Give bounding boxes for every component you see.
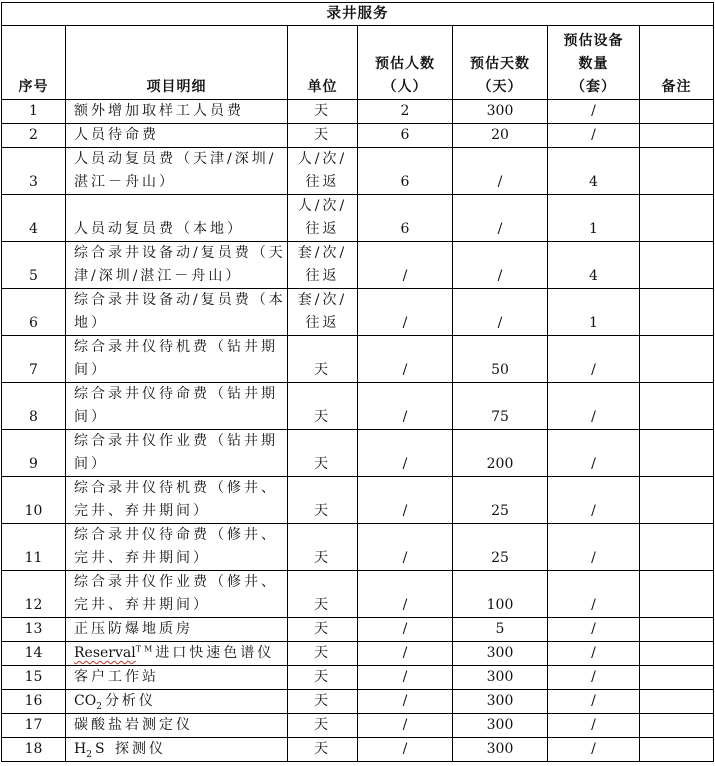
row-remark xyxy=(640,383,714,430)
unit-line: 套/次/ xyxy=(297,292,348,308)
row-persons: 2 xyxy=(358,100,453,124)
row-days: 75 xyxy=(453,383,548,430)
row-item xyxy=(66,383,288,430)
item-line: 综合录井设备动/复员费（本 xyxy=(74,292,286,308)
item-line: 综合录井仪作业费（钻井期 xyxy=(74,433,278,449)
item-line: 人员动复员费（天津/深圳/ xyxy=(74,151,277,167)
item-line: 完井、弃井期间） xyxy=(74,550,210,566)
row-persons: / xyxy=(358,618,453,642)
row-seq: 17 xyxy=(2,714,66,738)
unit-line: 人/次/ xyxy=(297,151,348,167)
item-line: 人员动复员费（本地） xyxy=(74,221,244,237)
row-remark xyxy=(640,195,714,242)
row-unit xyxy=(288,289,358,336)
row-item xyxy=(66,666,288,690)
row-equipment: / xyxy=(548,571,640,618)
header-unit: 单位 xyxy=(288,26,358,100)
row-item xyxy=(66,642,288,666)
row-seq: 12 xyxy=(2,571,66,618)
row-days: / xyxy=(453,289,548,336)
row-equipment: 4 xyxy=(548,242,640,289)
row-item xyxy=(66,524,288,571)
row-item xyxy=(66,618,288,642)
table-body xyxy=(2,100,714,762)
table-row xyxy=(2,336,714,383)
table-row xyxy=(2,195,714,242)
row-seq: 15 xyxy=(2,666,66,690)
table-row xyxy=(2,242,714,289)
row-remark xyxy=(640,336,714,383)
row-days: 50 xyxy=(453,336,548,383)
unit-line: 人/次/ xyxy=(297,198,348,214)
header-days-line2: （天） xyxy=(477,79,523,95)
row-remark xyxy=(640,100,714,124)
row-persons: / xyxy=(358,738,453,762)
header-equipment xyxy=(548,26,640,100)
table-row xyxy=(2,148,714,195)
unit-line: 往返 xyxy=(305,221,340,237)
row-days: 25 xyxy=(453,524,548,571)
header-persons-line2: （人） xyxy=(382,79,428,95)
item-rest: 分析仪 xyxy=(104,693,156,709)
item-superscript: TM xyxy=(135,644,156,654)
row-equipment: / xyxy=(548,642,640,666)
item-line: 综合录井设备动/复员费（天 xyxy=(74,245,286,261)
row-persons: / xyxy=(358,524,453,571)
unit-line: 天 xyxy=(314,550,331,566)
item-subscript: 2 xyxy=(96,701,105,712)
row-equipment: 4 xyxy=(548,148,640,195)
unit-line: 天 xyxy=(314,409,331,425)
row-unit xyxy=(288,666,358,690)
row-equipment: / xyxy=(548,430,640,477)
row-days: 300 xyxy=(453,100,548,124)
row-item xyxy=(66,738,288,762)
item-line: 湛江－舟山） xyxy=(74,174,176,190)
row-equipment: / xyxy=(548,618,640,642)
table-row xyxy=(2,642,714,666)
unit-line: 天 xyxy=(314,717,331,733)
item-word: H xyxy=(74,741,87,757)
row-unit xyxy=(288,148,358,195)
row-unit xyxy=(288,642,358,666)
item-line: 完井、弃井期间） xyxy=(74,503,210,519)
row-seq: 2 xyxy=(2,124,66,148)
unit-line: 天 xyxy=(314,669,331,685)
item-rest: S 探测仪 xyxy=(94,741,166,757)
unit-line: 天 xyxy=(314,103,331,119)
header-seq: 序号 xyxy=(2,26,66,100)
row-unit xyxy=(288,524,358,571)
row-seq: 9 xyxy=(2,430,66,477)
unit-line: 套/次/ xyxy=(297,245,348,261)
row-unit xyxy=(288,714,358,738)
row-item xyxy=(66,571,288,618)
item-line: 间） xyxy=(74,409,108,425)
row-days: / xyxy=(453,148,548,195)
table-title: 录井服务 xyxy=(2,3,714,26)
row-persons: / xyxy=(358,642,453,666)
unit-line: 往返 xyxy=(305,315,340,331)
item-word: Reserval xyxy=(74,645,136,661)
item-line: 地） xyxy=(74,315,108,331)
row-days: 5 xyxy=(453,618,548,642)
row-equipment: / xyxy=(548,336,640,383)
row-persons: / xyxy=(358,690,453,714)
row-days: 300 xyxy=(453,642,548,666)
row-persons: / xyxy=(358,666,453,690)
header-row xyxy=(2,26,714,100)
header-days-line1: 预估天数 xyxy=(470,56,530,72)
item-line: 间） xyxy=(74,362,108,378)
row-days: 100 xyxy=(453,571,548,618)
row-unit xyxy=(288,430,358,477)
unit-line: 天 xyxy=(314,621,331,637)
row-days: 25 xyxy=(453,477,548,524)
row-persons: / xyxy=(358,477,453,524)
row-unit xyxy=(288,242,358,289)
row-seq: 14 xyxy=(2,642,66,666)
unit-line: 天 xyxy=(314,693,331,709)
row-item xyxy=(66,690,288,714)
row-persons: / xyxy=(358,242,453,289)
row-persons: 6 xyxy=(358,124,453,148)
header-item: 项目明细 xyxy=(66,26,288,100)
row-item xyxy=(66,430,288,477)
row-item xyxy=(66,242,288,289)
header-equipment-line1: 预估设备 xyxy=(563,33,624,49)
item-line: 碳酸盐岩测定仪 xyxy=(74,717,193,733)
row-item xyxy=(66,477,288,524)
row-persons: 6 xyxy=(358,148,453,195)
table-row xyxy=(2,690,714,714)
row-equipment: / xyxy=(548,383,640,430)
row-days: 300 xyxy=(453,738,548,762)
item-line: 完井、弃井期间） xyxy=(74,597,210,613)
row-remark xyxy=(640,148,714,195)
header-persons xyxy=(358,26,453,100)
row-seq: 7 xyxy=(2,336,66,383)
table-row xyxy=(2,430,714,477)
row-seq: 16 xyxy=(2,690,66,714)
row-equipment: / xyxy=(548,100,640,124)
row-days: / xyxy=(453,195,548,242)
header-persons-line1: 预估人数 xyxy=(375,56,435,72)
row-days: 200 xyxy=(453,430,548,477)
unit-line: 天 xyxy=(314,597,331,613)
row-unit xyxy=(288,124,358,148)
row-unit xyxy=(288,100,358,124)
header-days xyxy=(453,26,548,100)
row-seq: 11 xyxy=(2,524,66,571)
unit-line: 天 xyxy=(314,503,331,519)
row-days: / xyxy=(453,242,548,289)
row-remark xyxy=(640,714,714,738)
row-seq: 5 xyxy=(2,242,66,289)
unit-line: 天 xyxy=(314,645,331,661)
row-equipment: / xyxy=(548,690,640,714)
unit-line: 天 xyxy=(314,456,331,472)
table-row xyxy=(2,477,714,524)
item-line: 客户工作站 xyxy=(74,669,159,685)
row-equipment: / xyxy=(548,524,640,571)
header-remark: 备注 xyxy=(640,26,714,100)
row-equipment: / xyxy=(548,714,640,738)
row-remark xyxy=(640,642,714,666)
row-unit xyxy=(288,336,358,383)
row-remark xyxy=(640,738,714,762)
item-subscript: 2 xyxy=(86,749,95,760)
row-persons: / xyxy=(358,714,453,738)
table-row xyxy=(2,666,714,690)
item-line: 额外增加取样工人员费 xyxy=(74,103,244,119)
table-row xyxy=(2,100,714,124)
row-days: 300 xyxy=(453,666,548,690)
row-remark xyxy=(640,430,714,477)
row-item xyxy=(66,714,288,738)
table-row xyxy=(2,124,714,148)
row-seq: 10 xyxy=(2,477,66,524)
item-word: CO xyxy=(74,693,97,709)
row-remark xyxy=(640,571,714,618)
row-remark xyxy=(640,666,714,690)
row-seq: 6 xyxy=(2,289,66,336)
row-equipment: / xyxy=(548,124,640,148)
row-seq: 18 xyxy=(2,738,66,762)
item-line: 津/深圳/湛江－舟山） xyxy=(74,268,243,284)
row-equipment: 1 xyxy=(548,195,640,242)
row-remark xyxy=(640,690,714,714)
row-equipment: / xyxy=(548,666,640,690)
row-persons: / xyxy=(358,289,453,336)
row-remark xyxy=(640,124,714,148)
unit-line: 天 xyxy=(314,127,331,143)
row-remark xyxy=(640,242,714,289)
row-unit xyxy=(288,195,358,242)
table-row xyxy=(2,289,714,336)
item-line: 综合录井仪待机费（钻井期 xyxy=(74,339,278,355)
row-persons: / xyxy=(358,571,453,618)
row-remark xyxy=(640,524,714,571)
row-seq: 8 xyxy=(2,383,66,430)
item-line: 综合录井仪作业费（修井、 xyxy=(74,574,278,590)
row-equipment: 1 xyxy=(548,289,640,336)
item-line: 正压防爆地质房 xyxy=(74,621,193,637)
table-row xyxy=(2,618,714,642)
row-item xyxy=(66,336,288,383)
item-line: 间） xyxy=(74,456,108,472)
unit-line: 天 xyxy=(314,362,331,378)
row-unit xyxy=(288,738,358,762)
row-item xyxy=(66,289,288,336)
row-item xyxy=(66,195,288,242)
row-days: 300 xyxy=(453,714,548,738)
row-persons: 6 xyxy=(358,195,453,242)
row-unit xyxy=(288,690,358,714)
header-equipment-line2: 数量 xyxy=(578,56,609,72)
row-persons: / xyxy=(358,430,453,477)
row-equipment: / xyxy=(548,477,640,524)
logging-service-table xyxy=(1,2,714,762)
unit-line: 往返 xyxy=(305,268,340,284)
row-persons: / xyxy=(358,383,453,430)
item-line: 综合录井仪待命费（修井、 xyxy=(74,527,278,543)
item-line xyxy=(74,195,287,218)
row-seq: 13 xyxy=(2,618,66,642)
table-row xyxy=(2,571,714,618)
unit-line: 天 xyxy=(314,741,331,757)
row-unit xyxy=(288,477,358,524)
row-item xyxy=(66,124,288,148)
row-unit xyxy=(288,571,358,618)
row-remark xyxy=(640,618,714,642)
row-remark xyxy=(640,477,714,524)
row-days: 300 xyxy=(453,690,548,714)
row-persons: / xyxy=(358,336,453,383)
row-item xyxy=(66,100,288,124)
table-row xyxy=(2,714,714,738)
row-equipment: / xyxy=(548,738,640,762)
row-unit xyxy=(288,383,358,430)
table-row xyxy=(2,524,714,571)
header-equipment-line3: （套） xyxy=(571,79,616,95)
item-line: 综合录井仪待命费（钻井期 xyxy=(74,386,278,402)
unit-line: 往返 xyxy=(305,174,340,190)
table-row xyxy=(2,383,714,430)
row-item xyxy=(66,148,288,195)
item-line: 人员待命费 xyxy=(74,127,159,143)
row-seq: 1 xyxy=(2,100,66,124)
table-row xyxy=(2,738,714,762)
row-unit xyxy=(288,618,358,642)
row-seq: 3 xyxy=(2,148,66,195)
row-days: 20 xyxy=(453,124,548,148)
row-seq: 4 xyxy=(2,195,66,242)
item-rest: 进口快速色谱仪 xyxy=(155,645,275,661)
item-line: 综合录井仪待机费（修井、 xyxy=(74,480,278,496)
row-remark xyxy=(640,289,714,336)
